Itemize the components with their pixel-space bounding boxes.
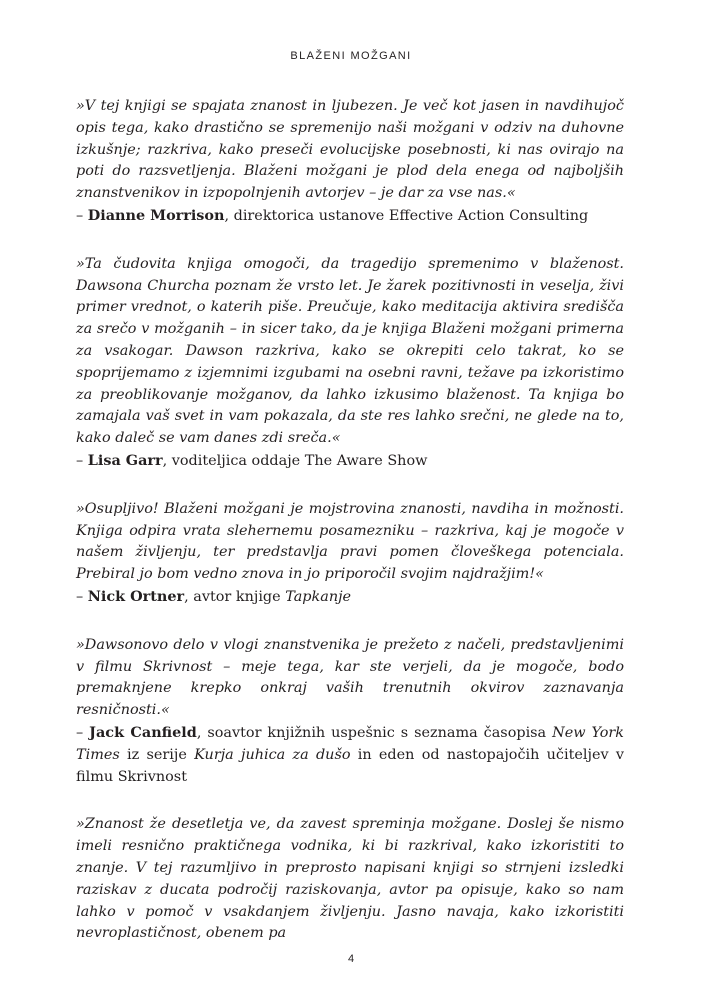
testimonial xyxy=(76,635,624,789)
attribution-role: iz serije xyxy=(119,746,195,763)
testimonial xyxy=(76,96,624,228)
attribution-name: Dianne Morrison xyxy=(87,206,225,224)
testimonial-quote: »Znanost že desetletja ve, da zavest spreminja možgane. Doslej še nismo imeli resnično praktičnega vodnika, ki bi razkrival, kako izkoristiti to znanje. V tej razumljivo in preprosto napisani knjigi so strnjeni izsledki raziskav z ducata področij raziskovanja, avtor pa opisuje, kako so nam lahko v pomoč v vsakdanjem življenju. Jasno navaja, kako izkoristiti nevroplastičnost, obenem pa xyxy=(76,816,624,942)
testimonial-attribution xyxy=(76,205,624,228)
testimonial-attribution xyxy=(76,586,624,609)
testimonial xyxy=(76,254,624,473)
attribution-work-title: Tapkanje xyxy=(285,588,352,605)
attribution-name: Jack Canfield xyxy=(89,723,197,741)
testimonial-quote: »Dawsonovo delo v vlogi znanstvenika je prežeto z načeli, predstavljenimi v filmu Skrivnost – meje tega, kar ste verjeli, da je mogoče, bodo premaknjene krepko onkraj vaših trenutnih okvirov zaznavanja resničnosti.« xyxy=(76,636,624,719)
attribution-role: , soavtor knjižnih uspešnic s seznama časopisa xyxy=(196,724,553,741)
attribution-dash: – xyxy=(76,588,88,605)
page-number: 4 xyxy=(347,953,355,965)
testimonial-attribution xyxy=(76,450,624,473)
testimonial xyxy=(76,499,624,609)
testimonial-quote: »Osupljivo! Blaženi možgani je mojstrovina znanosti, navdiha in možnosti. Knjiga odpira vrata slehernemu posamezniku – razkriva, kaj je mogoče v našem življenju, ter predstavlja pravi pomen človeškega potenciala. Prebiral jo bom vedno znova in jo priporočil svojim najdražjim!« xyxy=(76,500,624,583)
attribution-role: , avtor knjige xyxy=(184,588,286,605)
attribution-dash: – xyxy=(76,724,90,741)
testimonial-quote: »V tej knjigi se spajata znanost in ljubezen. Je več kot jasen in navdihujoč opis tega, kako drastično se spremenijo naši možgani v odziv na duhovne izkušnje; razkriva, kako preseči evolucijske posebnosti, ki nas ovirajo na poti do razsvetljenja. Blaženi možgani je plod dela enega od najboljših znanstvenikov in izpopolnjenih avtorjev – je dar za vse nas.« xyxy=(76,98,624,202)
attribution-role: in eden od nastopajočih učiteljev v filmu Skrivnost xyxy=(76,746,624,785)
testimonial xyxy=(76,814,624,945)
attribution-work-title: New York Times xyxy=(76,724,625,763)
attribution-dash: – xyxy=(76,207,88,224)
attribution-role: , voditeljica oddaje The Aware Show xyxy=(162,452,428,469)
attribution-work-title: Kurja juhica za dušo xyxy=(194,746,351,763)
attribution-name: Lisa Garr xyxy=(87,451,163,469)
attribution-dash: – xyxy=(76,452,88,469)
attribution-role: , direktorica ustanove Effective Action Consulting xyxy=(224,207,589,224)
running-head: BLAŽENI MOŽGANI xyxy=(290,50,412,62)
testimonial-attribution xyxy=(76,722,624,788)
attribution-name: Nick Ortner xyxy=(87,587,185,605)
testimonial-quote: »Ta čudovita knjiga omogoči, da tragedijo spremenimo v blaženost. Dawsona Churcha poznam že vrsto let. Je žarek pozitivnosti in veselja, živi primer vrednot, o katerih piše. Preučuje, kako meditacija aktivira središča za srečo v možganih – in sicer tako, da je knjiga Blaženi možgani primerna za vsakogar. Dawson razkriva, kako se okrepiti celo takrat, ko se spoprijemamo z izjemnimi izgubami na osebni ravni, težave pa izkoristimo za preoblikovanje možganov, da lahko izkusimo blaženost. Ta knjiga bo zamajala vaš svet in vam pokazala, da ste res lahko srečni, ne glede na to, kako daleč se vam danes zdi sreča.« xyxy=(76,255,624,447)
page-body xyxy=(76,96,624,971)
